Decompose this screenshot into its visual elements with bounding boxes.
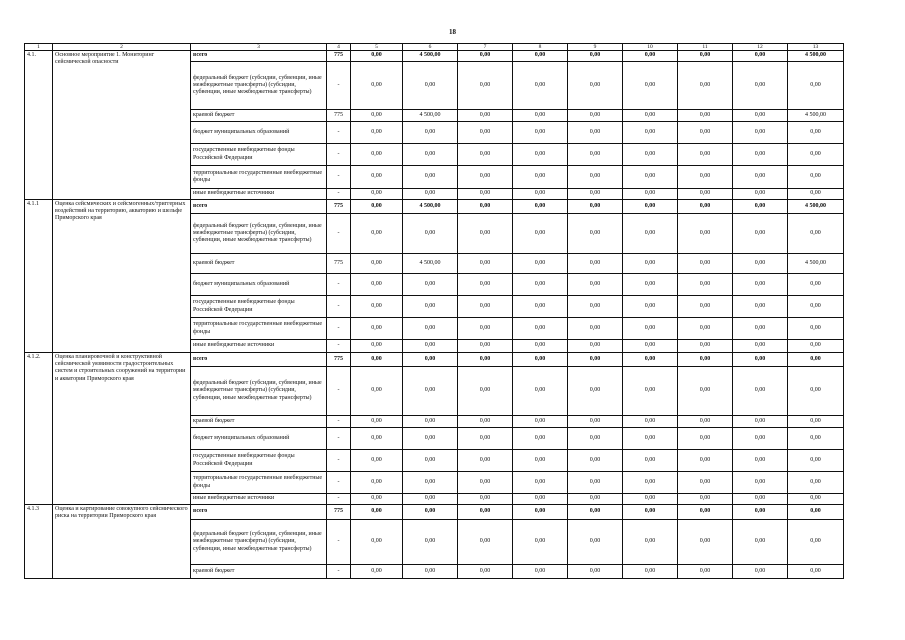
budget-code: - xyxy=(327,450,351,472)
amount-cell: 0,00 xyxy=(733,367,788,416)
amount-cell: 0,00 xyxy=(623,296,678,318)
amount-cell: 0,00 xyxy=(513,520,568,565)
amount-cell: 4 500,00 xyxy=(403,254,458,274)
budget-code: - xyxy=(327,367,351,416)
amount-cell: 0,00 xyxy=(678,144,733,166)
amount-cell: 0,00 xyxy=(788,353,844,367)
amount-cell: 0,00 xyxy=(733,189,788,200)
funding-source: бюджет муниципальных образований xyxy=(191,428,327,450)
amount-cell: 0,00 xyxy=(568,472,623,494)
funding-source: федеральный бюджет (субсидии, субвенции, иные межбюджетные трансферты) (субсидии, субвенции, иные межбюджетные трансферты) xyxy=(191,62,327,110)
amount-cell: 4 500,00 xyxy=(403,51,458,62)
amount-cell: 0,00 xyxy=(678,200,733,214)
amount-cell: 0,00 xyxy=(458,200,513,214)
amount-cell: 0,00 xyxy=(568,189,623,200)
funding-source: краевой бюджет xyxy=(191,565,327,579)
amount-cell: 0,00 xyxy=(403,450,458,472)
amount-cell: 0,00 xyxy=(623,565,678,579)
header-cell: 2 xyxy=(53,44,191,51)
amount-cell: 0,00 xyxy=(788,565,844,579)
amount-cell: 0,00 xyxy=(568,505,623,520)
amount-cell: 0,00 xyxy=(513,274,568,296)
item-name: Основное мероприятие 1. Мониторинг сейсмической опасности xyxy=(53,51,191,200)
amount-cell: 0,00 xyxy=(733,520,788,565)
amount-cell: 0,00 xyxy=(733,318,788,340)
table-row xyxy=(25,353,844,367)
item-name: Оценка планировочной и конструктивной сейсмической уязвимости градостроительных систем и строительных сооружений на территории и акватории Приморского края xyxy=(53,353,191,505)
budget-code: - xyxy=(327,565,351,579)
budget-code: - xyxy=(327,166,351,189)
amount-cell: 0,00 xyxy=(513,122,568,144)
amount-cell: 0,00 xyxy=(351,110,403,122)
budget-code: 775 xyxy=(327,505,351,520)
amount-cell: 0,00 xyxy=(733,416,788,428)
header-cell: 10 xyxy=(623,44,678,51)
amount-cell: 0,00 xyxy=(678,318,733,340)
funding-source: территориальные государственные внебюджетные фонды xyxy=(191,472,327,494)
amount-cell: 0,00 xyxy=(351,472,403,494)
amount-cell: 0,00 xyxy=(458,494,513,505)
funding-source: государственные внебюджетные фонды Российской Федерации xyxy=(191,296,327,318)
amount-cell: 0,00 xyxy=(403,189,458,200)
amount-cell: 0,00 xyxy=(458,520,513,565)
amount-cell: 0,00 xyxy=(513,505,568,520)
amount-cell: 0,00 xyxy=(568,428,623,450)
amount-cell: 0,00 xyxy=(513,416,568,428)
budget-code: - xyxy=(327,122,351,144)
table-row xyxy=(25,200,844,214)
amount-cell: 0,00 xyxy=(458,318,513,340)
budget-code: 775 xyxy=(327,110,351,122)
amount-cell: 0,00 xyxy=(733,428,788,450)
amount-cell: 0,00 xyxy=(568,318,623,340)
amount-cell: 0,00 xyxy=(458,51,513,62)
funding-source: государственные внебюджетные фонды Российской Федерации xyxy=(191,450,327,472)
amount-cell: 0,00 xyxy=(458,428,513,450)
amount-cell: 0,00 xyxy=(351,189,403,200)
amount-cell: 0,00 xyxy=(568,340,623,353)
amount-cell: 0,00 xyxy=(623,494,678,505)
amount-cell: 0,00 xyxy=(403,340,458,353)
amount-cell: 0,00 xyxy=(623,62,678,110)
amount-cell: 0,00 xyxy=(678,520,733,565)
amount-cell: 0,00 xyxy=(678,565,733,579)
header-cell: 1 xyxy=(25,44,53,51)
amount-cell: 0,00 xyxy=(678,428,733,450)
amount-cell: 0,00 xyxy=(678,450,733,472)
amount-cell: 0,00 xyxy=(513,189,568,200)
amount-cell: 0,00 xyxy=(623,110,678,122)
amount-cell: 0,00 xyxy=(513,428,568,450)
amount-cell: 0,00 xyxy=(623,416,678,428)
budget-code: - xyxy=(327,296,351,318)
amount-cell: 0,00 xyxy=(513,51,568,62)
amount-cell: 0,00 xyxy=(788,214,844,254)
amount-cell: 4 500,00 xyxy=(788,110,844,122)
amount-cell: 0,00 xyxy=(678,254,733,274)
amount-cell: 0,00 xyxy=(458,340,513,353)
amount-cell: 0,00 xyxy=(623,200,678,214)
budget-code: - xyxy=(327,62,351,110)
amount-cell: 0,00 xyxy=(788,505,844,520)
amount-cell: 4 500,00 xyxy=(788,200,844,214)
amount-cell: 0,00 xyxy=(788,367,844,416)
amount-cell: 0,00 xyxy=(733,494,788,505)
amount-cell: 0,00 xyxy=(403,494,458,505)
amount-cell: 0,00 xyxy=(568,166,623,189)
amount-cell: 0,00 xyxy=(678,122,733,144)
budget-code: - xyxy=(327,520,351,565)
amount-cell: 0,00 xyxy=(678,189,733,200)
amount-cell: 0,00 xyxy=(351,200,403,214)
amount-cell: 0,00 xyxy=(788,520,844,565)
amount-cell: 0,00 xyxy=(788,144,844,166)
funding-source: федеральный бюджет (субсидии, субвенции, иные межбюджетные трансферты) (субсидии, субвенции, иные межбюджетные трансферты) xyxy=(191,367,327,416)
amount-cell: 0,00 xyxy=(351,214,403,254)
amount-cell: 0,00 xyxy=(403,472,458,494)
amount-cell: 0,00 xyxy=(788,472,844,494)
amount-cell: 0,00 xyxy=(788,122,844,144)
amount-cell: 0,00 xyxy=(513,200,568,214)
amount-cell: 4 500,00 xyxy=(788,254,844,274)
funding-source: краевой бюджет xyxy=(191,254,327,274)
amount-cell: 0,00 xyxy=(788,274,844,296)
amount-cell: 0,00 xyxy=(458,416,513,428)
item-name: Оценка и картирование совокупного сейсмического риска на территории Приморского края xyxy=(53,505,191,579)
amount-cell: 0,00 xyxy=(623,318,678,340)
amount-cell: 0,00 xyxy=(678,494,733,505)
amount-cell: 0,00 xyxy=(458,254,513,274)
amount-cell: 0,00 xyxy=(623,274,678,296)
funding-source: краевой бюджет xyxy=(191,416,327,428)
amount-cell: 0,00 xyxy=(568,62,623,110)
amount-cell: 0,00 xyxy=(788,62,844,110)
amount-cell: 0,00 xyxy=(678,110,733,122)
amount-cell: 0,00 xyxy=(458,122,513,144)
amount-cell: 4 500,00 xyxy=(403,110,458,122)
amount-cell: 0,00 xyxy=(513,110,568,122)
amount-cell: 0,00 xyxy=(678,505,733,520)
funding-source: всего xyxy=(191,505,327,520)
funding-source: иные внебюджетные источники xyxy=(191,340,327,353)
budget-code: - xyxy=(327,274,351,296)
amount-cell: 0,00 xyxy=(568,416,623,428)
funding-source: бюджет муниципальных образований xyxy=(191,122,327,144)
amount-cell: 0,00 xyxy=(678,214,733,254)
header-cell: 4 xyxy=(327,44,351,51)
amount-cell: 0,00 xyxy=(403,520,458,565)
amount-cell: 0,00 xyxy=(733,565,788,579)
amount-cell: 0,00 xyxy=(351,494,403,505)
amount-cell: 0,00 xyxy=(733,51,788,62)
header-cell: 13 xyxy=(788,44,844,51)
funding-source: бюджет муниципальных образований xyxy=(191,274,327,296)
amount-cell: 0,00 xyxy=(568,122,623,144)
header-cell: 8 xyxy=(513,44,568,51)
amount-cell: 0,00 xyxy=(788,340,844,353)
amount-cell: 0,00 xyxy=(351,340,403,353)
amount-cell: 0,00 xyxy=(733,122,788,144)
amount-cell: 0,00 xyxy=(678,416,733,428)
amount-cell: 0,00 xyxy=(513,472,568,494)
amount-cell: 0,00 xyxy=(623,51,678,62)
amount-cell: 0,00 xyxy=(568,353,623,367)
amount-cell: 0,00 xyxy=(513,214,568,254)
funding-source: иные внебюджетные источники xyxy=(191,189,327,200)
header-cell: 7 xyxy=(458,44,513,51)
amount-cell: 0,00 xyxy=(458,296,513,318)
item-number: 4.1. xyxy=(25,51,53,200)
amount-cell: 0,00 xyxy=(403,122,458,144)
table-row xyxy=(25,505,844,520)
amount-cell: 0,00 xyxy=(788,494,844,505)
budget-table xyxy=(24,43,844,579)
amount-cell: 0,00 xyxy=(733,166,788,189)
header-cell: 12 xyxy=(733,44,788,51)
amount-cell: 0,00 xyxy=(458,353,513,367)
amount-cell: 0,00 xyxy=(678,353,733,367)
amount-cell: 0,00 xyxy=(623,520,678,565)
amount-cell: 0,00 xyxy=(623,353,678,367)
item-number: 4.1.3 xyxy=(25,505,53,579)
amount-cell: 0,00 xyxy=(568,367,623,416)
amount-cell: 0,00 xyxy=(568,144,623,166)
budget-code: 775 xyxy=(327,353,351,367)
amount-cell: 0,00 xyxy=(351,505,403,520)
amount-cell: 0,00 xyxy=(351,367,403,416)
amount-cell: 0,00 xyxy=(351,254,403,274)
budget-code: - xyxy=(327,416,351,428)
amount-cell: 0,00 xyxy=(513,450,568,472)
amount-cell: 0,00 xyxy=(568,200,623,214)
amount-cell: 0,00 xyxy=(403,214,458,254)
amount-cell: 0,00 xyxy=(351,428,403,450)
header-row xyxy=(25,44,844,51)
amount-cell: 0,00 xyxy=(458,214,513,254)
amount-cell: 0,00 xyxy=(351,62,403,110)
budget-code: 775 xyxy=(327,200,351,214)
amount-cell: 0,00 xyxy=(788,450,844,472)
amount-cell: 0,00 xyxy=(568,110,623,122)
amount-cell: 0,00 xyxy=(351,416,403,428)
amount-cell: 0,00 xyxy=(623,340,678,353)
amount-cell: 0,00 xyxy=(678,62,733,110)
amount-cell: 0,00 xyxy=(788,189,844,200)
amount-cell: 0,00 xyxy=(513,340,568,353)
amount-cell: 0,00 xyxy=(351,296,403,318)
amount-cell: 0,00 xyxy=(733,505,788,520)
amount-cell: 0,00 xyxy=(678,166,733,189)
amount-cell: 0,00 xyxy=(788,296,844,318)
amount-cell: 0,00 xyxy=(458,274,513,296)
amount-cell: 0,00 xyxy=(458,62,513,110)
amount-cell: 0,00 xyxy=(403,296,458,318)
amount-cell: 0,00 xyxy=(403,318,458,340)
amount-cell: 0,00 xyxy=(788,416,844,428)
budget-code: - xyxy=(327,428,351,450)
amount-cell: 0,00 xyxy=(351,565,403,579)
amount-cell: 0,00 xyxy=(733,340,788,353)
funding-source: краевой бюджет xyxy=(191,110,327,122)
amount-cell: 0,00 xyxy=(788,318,844,340)
amount-cell: 0,00 xyxy=(458,110,513,122)
amount-cell: 0,00 xyxy=(623,166,678,189)
amount-cell: 0,00 xyxy=(458,189,513,200)
header-cell: 6 xyxy=(403,44,458,51)
amount-cell: 0,00 xyxy=(733,200,788,214)
amount-cell: 0,00 xyxy=(733,62,788,110)
budget-code: - xyxy=(327,214,351,254)
amount-cell: 0,00 xyxy=(623,144,678,166)
amount-cell: 0,00 xyxy=(623,428,678,450)
amount-cell: 0,00 xyxy=(403,274,458,296)
amount-cell: 0,00 xyxy=(568,494,623,505)
amount-cell: 0,00 xyxy=(788,428,844,450)
amount-cell: 0,00 xyxy=(458,166,513,189)
amount-cell: 4 500,00 xyxy=(403,200,458,214)
amount-cell: 0,00 xyxy=(623,450,678,472)
amount-cell: 0,00 xyxy=(403,353,458,367)
budget-code: - xyxy=(327,189,351,200)
amount-cell: 0,00 xyxy=(623,214,678,254)
amount-cell: 0,00 xyxy=(351,318,403,340)
amount-cell: 0,00 xyxy=(568,450,623,472)
amount-cell: 0,00 xyxy=(623,189,678,200)
funding-source: территориальные государственные внебюджетные фонды xyxy=(191,166,327,189)
amount-cell: 0,00 xyxy=(623,367,678,416)
amount-cell: 0,00 xyxy=(351,450,403,472)
amount-cell: 0,00 xyxy=(733,254,788,274)
amount-cell: 0,00 xyxy=(733,472,788,494)
funding-source: всего xyxy=(191,51,327,62)
funding-source: федеральный бюджет (субсидии, субвенции, иные межбюджетные трансферты) (субсидии, субвенции, иные межбюджетные трансферты) xyxy=(191,520,327,565)
amount-cell: 0,00 xyxy=(513,144,568,166)
amount-cell: 0,00 xyxy=(568,51,623,62)
amount-cell: 0,00 xyxy=(403,62,458,110)
amount-cell: 0,00 xyxy=(678,51,733,62)
item-number: 4.1.2. xyxy=(25,353,53,505)
table-body xyxy=(25,44,844,579)
amount-cell: 0,00 xyxy=(678,296,733,318)
budget-code: - xyxy=(327,340,351,353)
amount-cell: 0,00 xyxy=(733,214,788,254)
amount-cell: 0,00 xyxy=(403,367,458,416)
amount-cell: 0,00 xyxy=(513,494,568,505)
amount-cell: 0,00 xyxy=(403,144,458,166)
amount-cell: 0,00 xyxy=(568,274,623,296)
budget-code: - xyxy=(327,472,351,494)
amount-cell: 0,00 xyxy=(568,214,623,254)
amount-cell: 0,00 xyxy=(678,367,733,416)
amount-cell: 0,00 xyxy=(351,520,403,565)
amount-cell: 0,00 xyxy=(733,274,788,296)
amount-cell: 0,00 xyxy=(403,416,458,428)
funding-source: иные внебюджетные источники xyxy=(191,494,327,505)
budget-code: 775 xyxy=(327,51,351,62)
amount-cell: 0,00 xyxy=(513,565,568,579)
amount-cell: 0,00 xyxy=(678,274,733,296)
funding-source: всего xyxy=(191,353,327,367)
amount-cell: 0,00 xyxy=(351,122,403,144)
budget-code: - xyxy=(327,144,351,166)
amount-cell: 0,00 xyxy=(458,505,513,520)
amount-cell: 0,00 xyxy=(513,254,568,274)
amount-cell: 0,00 xyxy=(351,144,403,166)
amount-cell: 0,00 xyxy=(458,144,513,166)
amount-cell: 0,00 xyxy=(513,296,568,318)
amount-cell: 0,00 xyxy=(458,472,513,494)
item-name: Оценка сейсмических и сейсмогенных/триггерных воздействий на территорию, акваторию и шельфе Приморского края xyxy=(53,200,191,353)
header-cell: 5 xyxy=(351,44,403,51)
amount-cell: 0,00 xyxy=(513,62,568,110)
amount-cell: 0,00 xyxy=(458,565,513,579)
amount-cell: 0,00 xyxy=(403,428,458,450)
budget-code: - xyxy=(327,318,351,340)
header-cell: 9 xyxy=(568,44,623,51)
amount-cell: 0,00 xyxy=(733,144,788,166)
amount-cell: 0,00 xyxy=(513,353,568,367)
amount-cell: 0,00 xyxy=(733,296,788,318)
funding-source: всего xyxy=(191,200,327,214)
amount-cell: 0,00 xyxy=(403,565,458,579)
amount-cell: 0,00 xyxy=(788,166,844,189)
funding-source: государственные внебюджетные фонды Российской Федерации xyxy=(191,144,327,166)
funding-source: территориальные государственные внебюджетные фонды xyxy=(191,318,327,340)
amount-cell: 0,00 xyxy=(623,122,678,144)
amount-cell: 0,00 xyxy=(568,296,623,318)
amount-cell: 0,00 xyxy=(623,505,678,520)
amount-cell: 0,00 xyxy=(733,353,788,367)
amount-cell: 0,00 xyxy=(678,340,733,353)
amount-cell: 0,00 xyxy=(568,520,623,565)
amount-cell: 0,00 xyxy=(513,367,568,416)
amount-cell: 0,00 xyxy=(351,274,403,296)
amount-cell: 0,00 xyxy=(733,450,788,472)
budget-code: - xyxy=(327,494,351,505)
amount-cell: 0,00 xyxy=(351,51,403,62)
amount-cell: 0,00 xyxy=(403,505,458,520)
amount-cell: 0,00 xyxy=(568,565,623,579)
table-row xyxy=(25,51,844,62)
amount-cell: 0,00 xyxy=(458,367,513,416)
amount-cell: 0,00 xyxy=(513,166,568,189)
amount-cell: 0,00 xyxy=(403,166,458,189)
header-cell: 3 xyxy=(191,44,327,51)
header-cell: 11 xyxy=(678,44,733,51)
amount-cell: 0,00 xyxy=(733,110,788,122)
page-number: 18 xyxy=(449,28,456,36)
item-number: 4.1.1 xyxy=(25,200,53,353)
amount-cell: 0,00 xyxy=(351,166,403,189)
amount-cell: 0,00 xyxy=(623,254,678,274)
funding-source: федеральный бюджет (субсидии, субвенции, иные межбюджетные трансферты) (субсидии, субвенции, иные межбюджетные трансферты) xyxy=(191,214,327,254)
amount-cell: 0,00 xyxy=(351,353,403,367)
amount-cell: 0,00 xyxy=(568,254,623,274)
amount-cell: 0,00 xyxy=(458,450,513,472)
amount-cell: 0,00 xyxy=(678,472,733,494)
amount-cell: 4 500,00 xyxy=(788,51,844,62)
budget-code: 775 xyxy=(327,254,351,274)
amount-cell: 0,00 xyxy=(513,318,568,340)
amount-cell: 0,00 xyxy=(623,472,678,494)
